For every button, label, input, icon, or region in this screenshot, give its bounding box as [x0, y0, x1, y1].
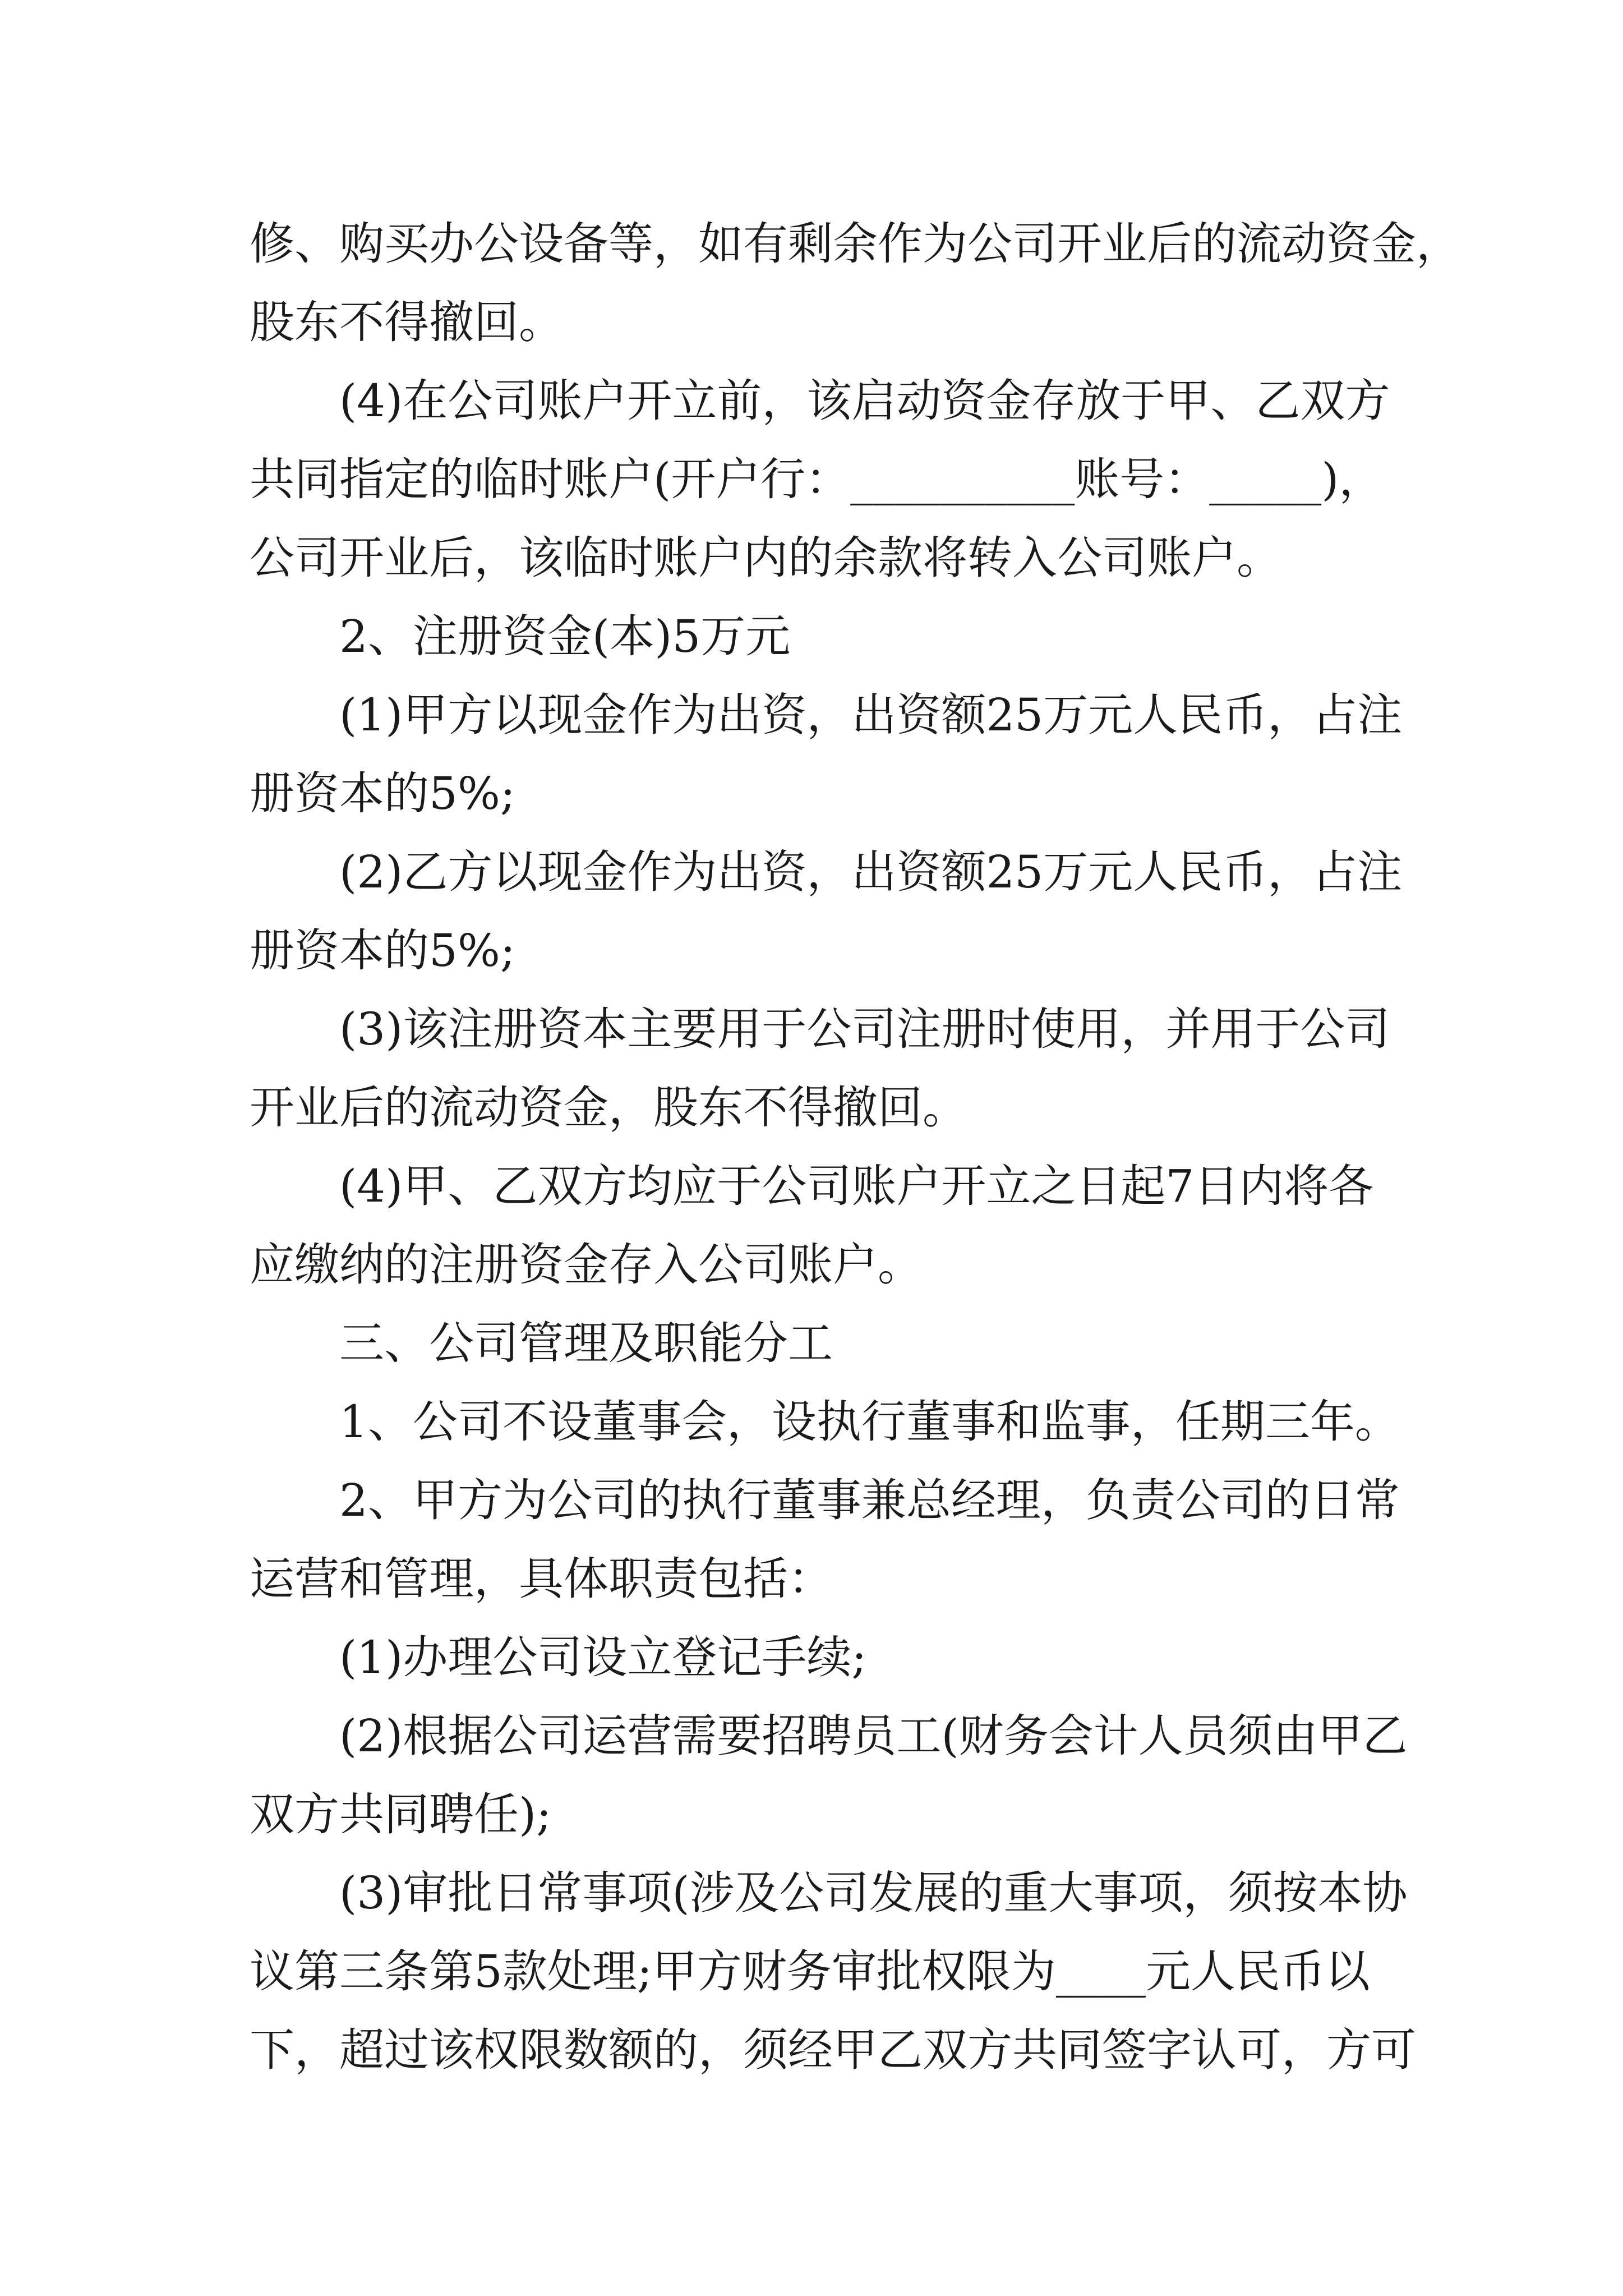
text-line: 双方共同聘任);	[250, 1788, 552, 1841]
text-line: 运营和管理，具体职责包括：	[250, 1553, 833, 1605]
text-line: 下，超过该权限数额的，须经甲乙双方共同签字认可，方可	[250, 2024, 1416, 2076]
text-line: (2)乙方以现金作为出资，出资额25万元人民币，占注	[339, 846, 1403, 898]
text-line: (4)在公司账户开立前，该启动资金存放于甲、乙双方	[339, 375, 1390, 427]
document-body	[250, 205, 1461, 2090]
text-line: (3)审批日常事项(涉及公司发展的重大事项，须按本协	[339, 1867, 1408, 1919]
text-line: 共同指定的临时账户(开户行：__________账号：_____)，	[250, 453, 1384, 505]
text-line: 应缴纳的注册资金存入公司账户。	[250, 1239, 923, 1291]
text-line: 公司开业后，该临时账户内的余款将转入公司账户。	[250, 532, 1281, 584]
text-line: (2)根据公司运营需要招聘员工(财务会计人员须由甲乙	[339, 1710, 1408, 1762]
text-line: 议第三条第5款处理;甲方财务审批权限为____元人民币以	[250, 1945, 1370, 1998]
text-line: 2、甲方为公司的执行董事兼总经理，负责公司的日常	[339, 1474, 1400, 1526]
text-line: 册资本的5%;	[250, 767, 515, 820]
text-line: 股东不得撤回。	[250, 296, 564, 348]
text-line: 1、公司不设董事会，设执行董事和监事，任期三年。	[339, 1396, 1400, 1448]
text-line: 修、购买办公设备等，如有剩余作为公司开业后的流动资金，	[250, 218, 1461, 270]
text-line: (3)该注册资本主要用于公司注册时使用，并用于公司	[339, 1003, 1390, 1055]
text-line: (1)办理公司设立登记手续;	[339, 1631, 867, 1683]
text-line: 三、公司管理及职能分工	[339, 1317, 833, 1369]
text-line: 2、注册资金(本)5万元	[339, 610, 791, 662]
text-line: 开业后的流动资金，股东不得撤回。	[250, 1082, 967, 1134]
text-line: 册资本的5%;	[250, 924, 515, 977]
text-line: (4)甲、乙双方均应于公司账户开立之日起7日内将各	[339, 1160, 1374, 1212]
text-line: (1)甲方以现金作为出资，出资额25万元人民币，占注	[339, 689, 1403, 741]
